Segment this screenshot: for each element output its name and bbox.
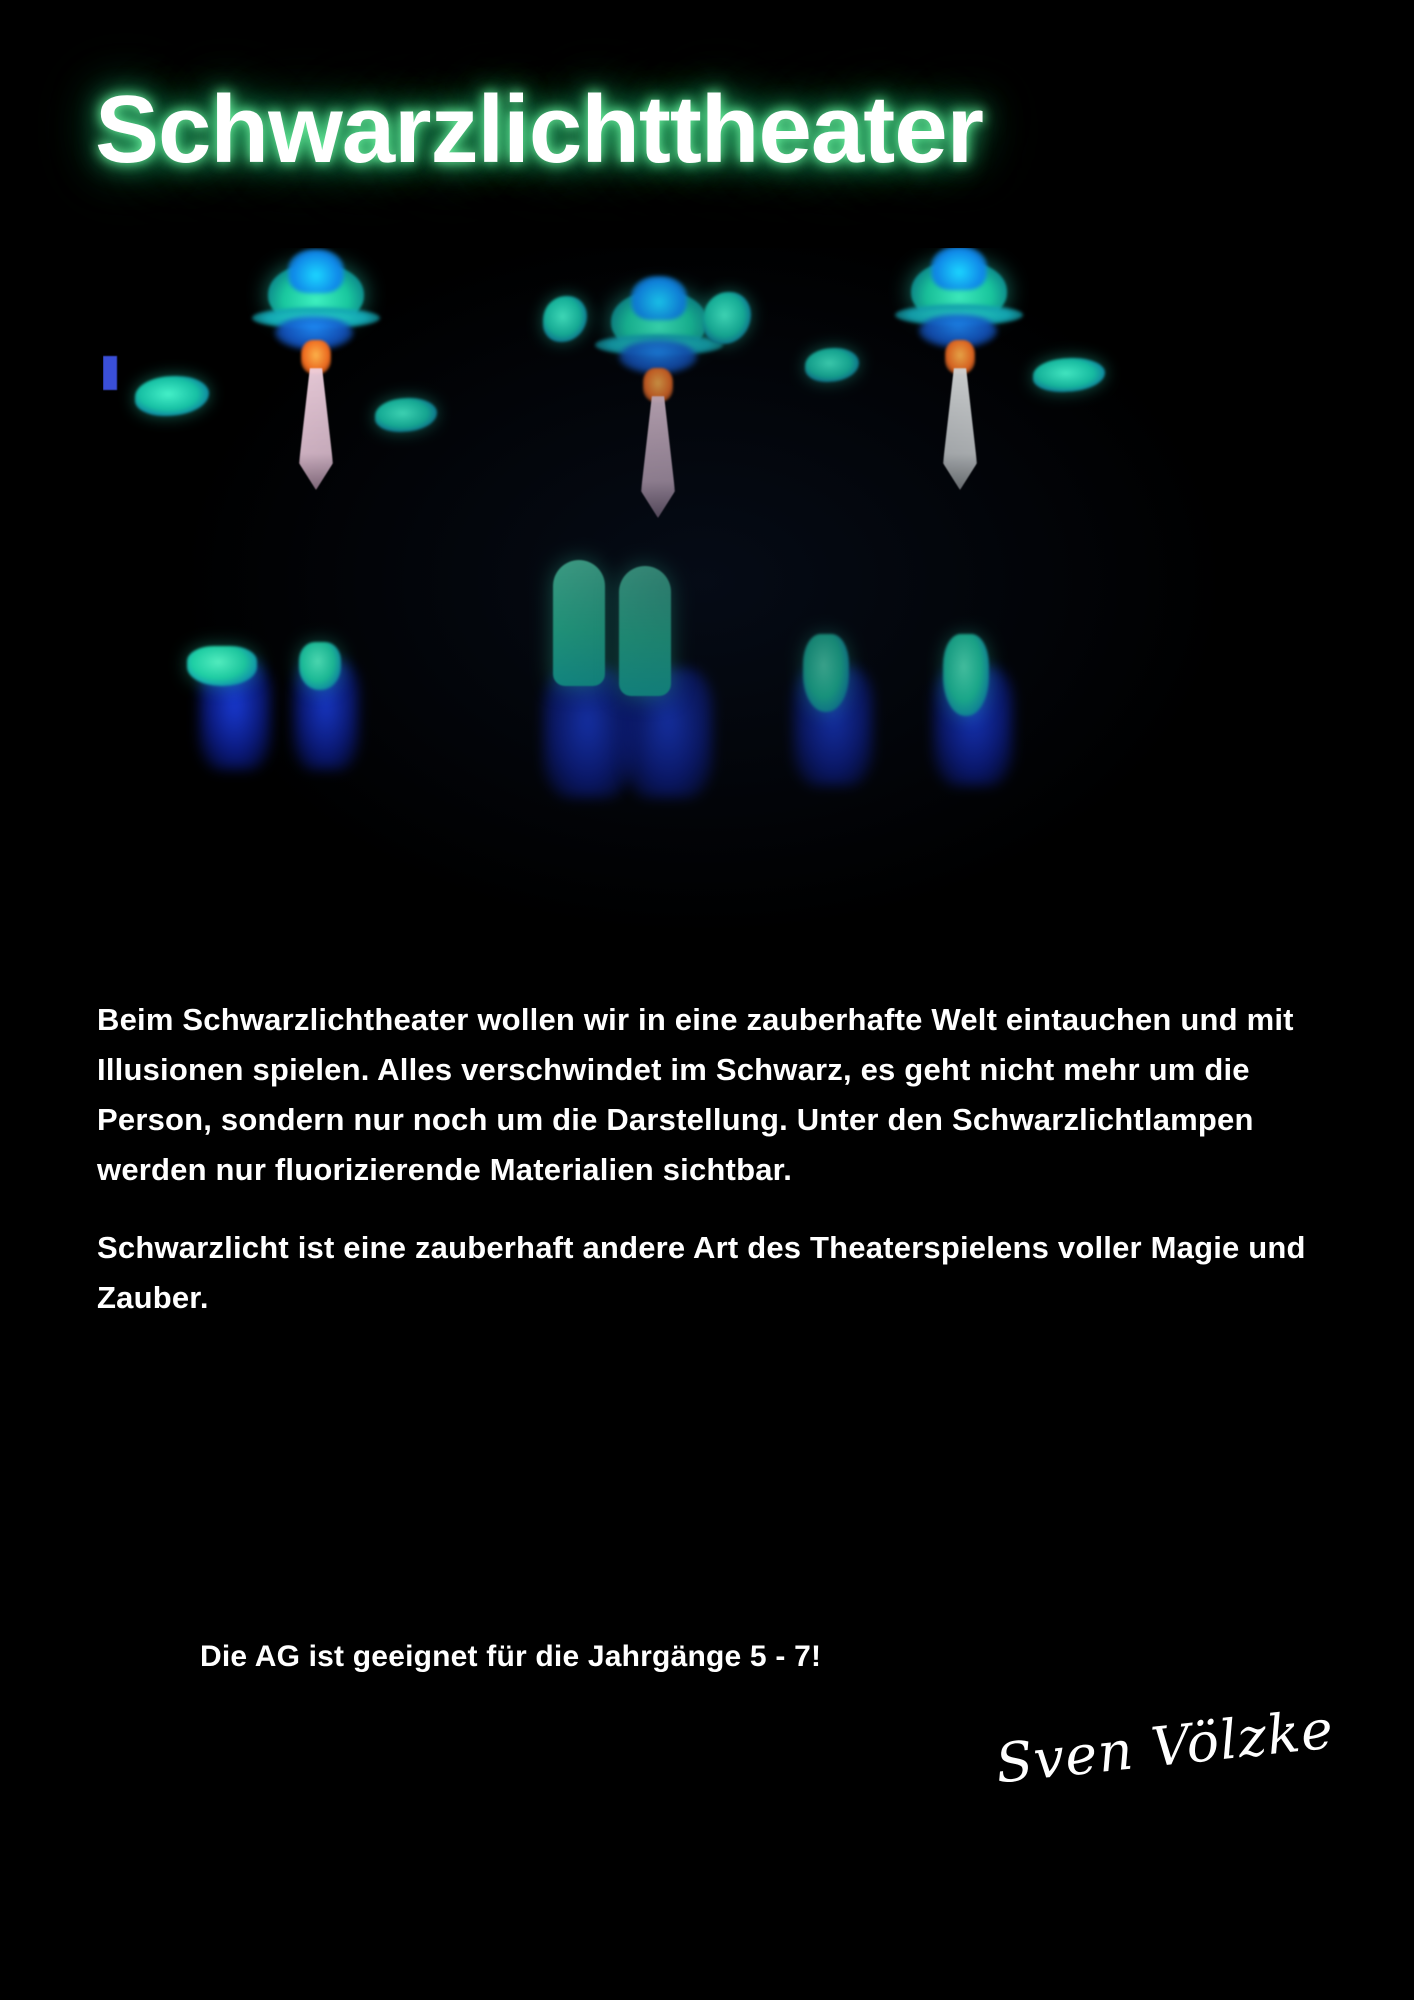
glove-icon xyxy=(703,292,751,344)
tie-icon xyxy=(299,340,333,490)
hat-icon xyxy=(911,260,1007,322)
paragraph-2: Schwarzlicht ist eine zauberhaft andere Art des Theaterspielens voller Magie und Zauber. xyxy=(97,1230,1306,1315)
tie-icon xyxy=(943,340,977,490)
boot-icon xyxy=(619,566,671,696)
glove-icon xyxy=(1033,358,1105,392)
signature: Sven Völzke xyxy=(992,1697,1337,1796)
age-note: Die AG ist geeignet für die Jahrgänge 5 - 7! xyxy=(200,1640,822,1673)
boot-icon xyxy=(553,560,605,686)
shoe-icon xyxy=(803,634,849,712)
glove-icon xyxy=(543,296,587,342)
page-title: Schwarzlichttheater xyxy=(95,76,983,183)
paragraph-1: Beim Schwarzlichtheater wollen wir in eine zauberhafte Welt eintauchen und mit Illusionen spielen. Alles verschwindet im Schwarz, es geht nicht mehr um die Person, sondern nur noch um die Darstellung. Unter den Schwarzlichtlampen werden nur fluorizierende Materialien sichtbar. xyxy=(97,1002,1294,1187)
shoe-icon xyxy=(299,642,341,690)
glove-icon xyxy=(135,376,209,416)
body-text xyxy=(97,995,1327,1351)
glove-icon xyxy=(805,348,859,382)
title-container xyxy=(95,70,1325,190)
blacklight-photo xyxy=(103,248,1303,988)
shoe-icon xyxy=(943,634,989,716)
tie-icon xyxy=(641,368,675,518)
glove-icon xyxy=(375,398,437,432)
blue-marker xyxy=(103,356,117,390)
shoe-icon xyxy=(187,646,257,686)
